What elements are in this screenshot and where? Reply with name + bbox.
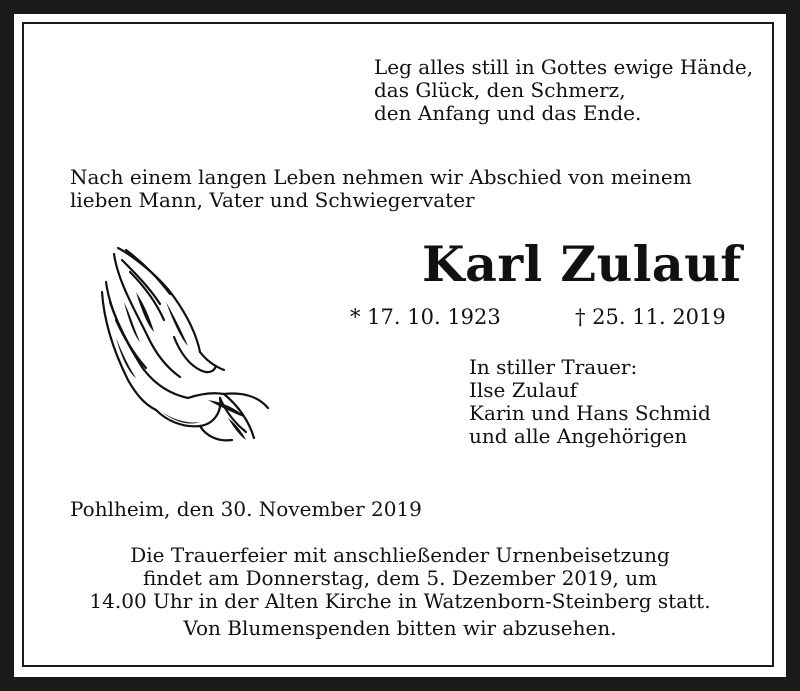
praying-hands-icon [96,242,276,447]
service-line: Die Trauerfeier mit anschließender Urnenbeisetzung [130,543,670,567]
verse-line: den Anfang und das Ende. [374,101,642,125]
mourners [469,356,711,448]
deceased-name: Karl Zulauf [422,235,742,293]
death-date: † 25. 11. 2019 [575,305,726,329]
verse-line: das Glück, den Schmerz, [374,78,626,102]
service-info [24,544,776,640]
service-line: findet am Donnerstag, dem 5. Dezember 2019, um [142,566,658,590]
notice-frame [22,22,774,667]
intro-line: Nach einem langen Leben nehmen wir Abschied von meinem [70,165,692,189]
verse-line: Leg alles still in Gottes ewige Hände, [374,55,754,79]
intro-text [70,166,692,212]
mourners-line: Karin und Hans Schmid [469,401,711,425]
mourners-line: Ilse Zulauf [469,378,578,402]
notice-page [14,14,786,677]
birth-date: * 17. 10. 1923 [350,305,501,329]
place-date: Pohlheim, den 30. November 2019 [70,497,422,521]
service-line: Von Blumenspenden bitten wir abzusehen. [183,616,617,640]
service-line: 14.00 Uhr in der Alten Kirche in Watzenborn-Steinberg statt. [89,589,711,613]
verse [374,56,754,125]
intro-line: lieben Mann, Vater und Schwiegervater [70,188,475,212]
mourners-line: In stiller Trauer: [469,355,638,379]
mourners-line: und alle Angehörigen [469,424,688,448]
